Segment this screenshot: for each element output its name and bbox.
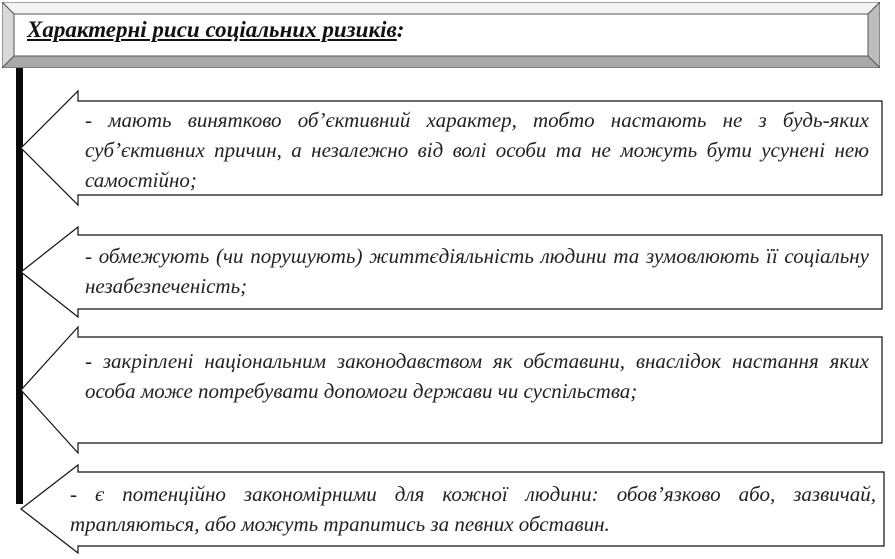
arrow-item-2 — [18, 224, 885, 320]
arrow-item-3-text: - закріплені національним законодавством як обставини, внаслідок настання яких особа може потребувати допомоги держави чи суспільства; — [85, 349, 869, 403]
header-box — [2, 2, 880, 68]
header-title-text: Характерні риси соціальних ризиків — [27, 17, 397, 42]
arrow-item-3 — [18, 324, 885, 456]
arrow-item-2-text: - обмежують (чи порушують) життєдіяльність людини та зумовлюють її соціальну незабезпеченість; — [85, 244, 869, 298]
header-title-colon: : — [396, 17, 405, 42]
arrow-item-4 — [18, 462, 888, 556]
arrow-item-4-text: - є потенційно закономірними для кожної людини: обов’язково або, зазвичай, трапляються, або можуть трапитись за певних обставин. — [70, 482, 876, 536]
header-title — [27, 17, 404, 43]
arrow-item-1-text: - мають винятково об’єктивний характер, тобто настають не з будь-яких суб’єктивних причин, а незалежно від волі особи та не можуть бути усунені нею самостійно; — [85, 108, 869, 192]
arrow-item-1 — [18, 88, 885, 208]
